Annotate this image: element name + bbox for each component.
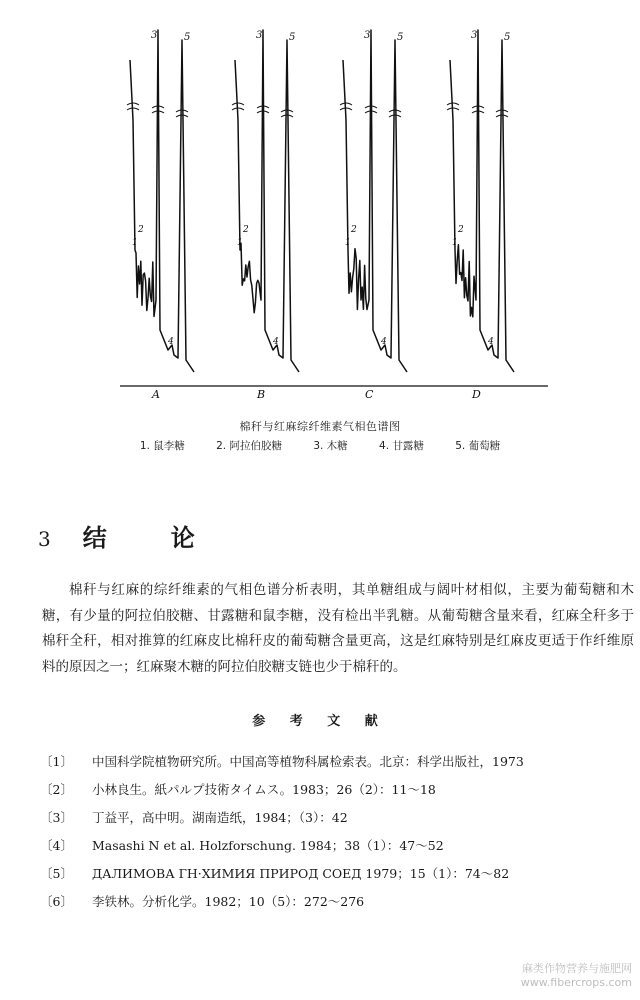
peak-label-1: 1 xyxy=(452,238,458,248)
peak-label-2: 2 xyxy=(458,225,464,235)
references-heading: 参 考 文 献 xyxy=(252,714,388,729)
section-number: 3 xyxy=(38,527,53,551)
peak-label-4: 4 xyxy=(273,337,279,347)
reference-number: 〔5〕 xyxy=(40,866,73,881)
watermark-line: www.fibercrops.com xyxy=(520,976,632,989)
reference-number: 〔2〕 xyxy=(40,782,73,797)
panel-label: D xyxy=(472,388,481,400)
peak-label-5: 5 xyxy=(504,32,511,43)
peak-label-3: 3 xyxy=(151,30,158,41)
reference-item xyxy=(40,804,635,832)
reference-item xyxy=(40,832,635,860)
reference-text: ДАЛИМОВА ГН·ХИМИЯ ПРИРОД СОЕД 1979；15（1）：74～82 xyxy=(92,866,510,881)
axis-break-mark xyxy=(281,110,293,117)
reference-text: Masashi N et al. Holzforschung. 1984；38（1）：47～52 xyxy=(92,838,444,853)
references-list xyxy=(40,748,635,916)
legend-item: 1. 鼠李糖 xyxy=(139,440,185,452)
peak-label-2: 2 xyxy=(138,225,144,235)
section-heading xyxy=(38,518,197,553)
site-watermark xyxy=(521,962,632,990)
reference-text: 丁益平，高中明。湖南造纸，1984；（3）：42 xyxy=(92,810,348,825)
panel-label: C xyxy=(365,388,374,400)
reference-item xyxy=(40,776,635,804)
figure-caption-title: 棉秆与红麻综纤维素气相色谱图 xyxy=(239,420,401,433)
watermark-line: 麻类作物营养与施肥网 xyxy=(522,962,632,975)
peak-label-5: 5 xyxy=(184,32,191,43)
peak-label-5: 5 xyxy=(397,32,404,43)
section-title-char: 论 xyxy=(170,523,197,552)
peak-label-2: 2 xyxy=(243,225,249,235)
chromatogram-trace xyxy=(343,30,407,372)
chromatogram-trace xyxy=(235,30,299,372)
peak-label-1: 1 xyxy=(345,238,351,248)
peak-label-2: 2 xyxy=(351,225,357,235)
reference-item xyxy=(40,748,635,776)
conclusion-paragraph: 棉秆与红麻的综纤维素的气相色谱分析表明，其单糖组成与阔叶材相似，主要为葡萄糖和木糖，有少量的阿拉伯胶糖、甘露糖和鼠李糖，没有检出半乳糖。从葡萄糖含量来看，红麻全秆多于棉秆全秆，相对推算的红麻皮比棉秆皮的葡萄糖含量更高，这是红麻特别是红麻皮更适于作纤维原料的原因之一；红麻聚木糖的阿拉伯胶糖支链也少于棉秆的。 xyxy=(42,582,634,675)
section-title-char: 结 xyxy=(82,523,109,552)
axis-break-mark xyxy=(176,110,188,117)
peak-label-3: 3 xyxy=(256,30,263,41)
chromatogram-trace xyxy=(450,30,514,372)
axis-break-mark xyxy=(496,110,508,117)
reference-number: 〔3〕 xyxy=(40,810,73,825)
legend-item: 4. 甘露糖 xyxy=(379,440,424,452)
peak-label-4: 4 xyxy=(488,337,494,347)
figure-legend xyxy=(0,438,640,453)
peak-label-4: 4 xyxy=(168,337,174,347)
peak-label-3: 3 xyxy=(471,30,478,41)
reference-text: 李铁林。分析化学。1982；10（5）：272～276 xyxy=(92,894,365,909)
peak-label-4: 4 xyxy=(381,337,387,347)
panel-label: B xyxy=(257,388,266,400)
reference-text: 小林良生。紙パルプ技術タイムス。1983；26（2）：11～18 xyxy=(92,782,436,797)
legend-item: 2. 阿拉伯胶糖 xyxy=(216,440,282,452)
chromatogram-trace xyxy=(130,30,194,372)
chromatogram-figure xyxy=(0,0,640,400)
peak-label-5: 5 xyxy=(289,32,296,43)
peak-label-1: 1 xyxy=(237,238,243,248)
reference-number: 〔4〕 xyxy=(40,838,73,853)
reference-item xyxy=(40,860,635,888)
peak-label-3: 3 xyxy=(364,30,371,41)
axis-break-mark xyxy=(389,110,401,117)
reference-number: 〔6〕 xyxy=(40,894,73,909)
reference-text: 中国科学院植物研究所。中国高等植物科属检索表。北京：科学出版社，1973 xyxy=(92,754,524,769)
reference-number: 〔1〕 xyxy=(40,754,73,769)
legend-item: 5. 葡萄糖 xyxy=(455,440,501,452)
peak-label-1: 1 xyxy=(132,238,138,248)
reference-item xyxy=(40,888,635,916)
legend-item: 3. 木糖 xyxy=(313,440,348,452)
panel-label: A xyxy=(152,388,160,400)
